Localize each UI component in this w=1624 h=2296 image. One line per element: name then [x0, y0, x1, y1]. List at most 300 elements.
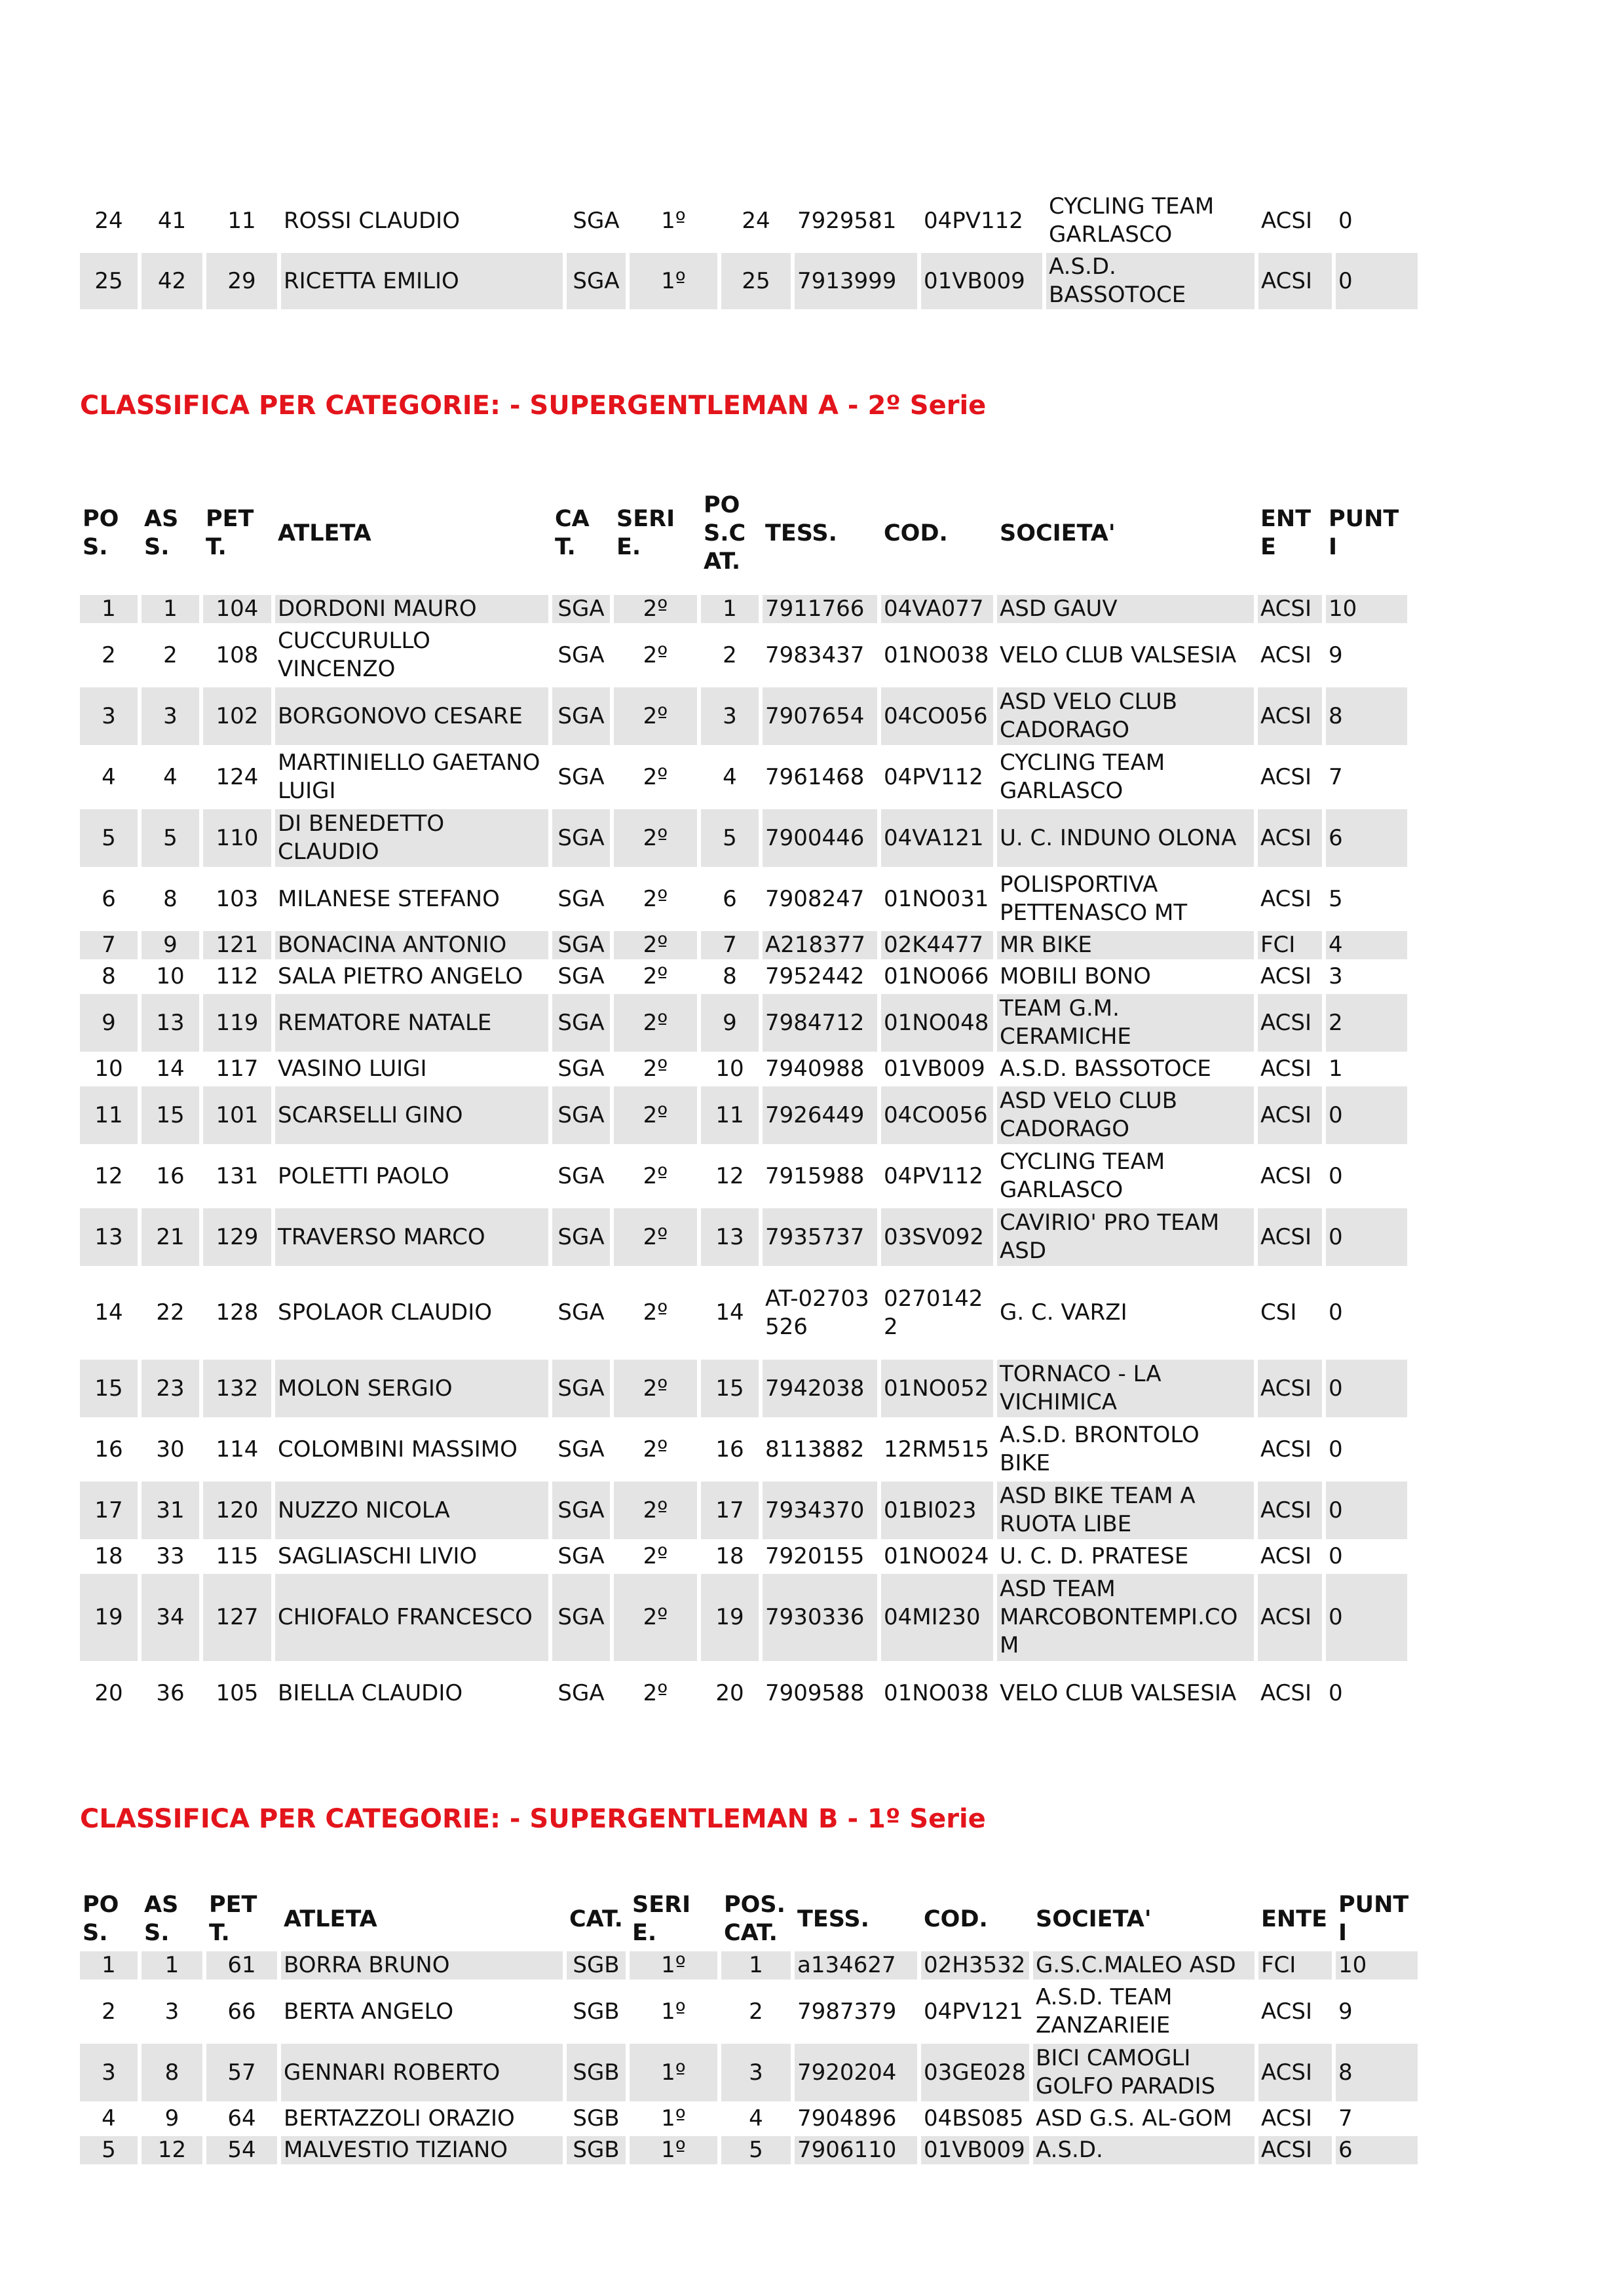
cell-ass: 9: [142, 931, 199, 959]
header-tess: TESS.: [765, 520, 837, 546]
cell-pos: 20: [94, 1679, 123, 1706]
cell-serie: 2º: [643, 885, 668, 912]
header-ente: ENTE: [1261, 1905, 1327, 1932]
header-societa: SOCIETA': [1000, 520, 1116, 546]
cell-societa: G. C. VARZI: [1000, 1299, 1127, 1326]
header-pos: POS.: [83, 1892, 119, 1946]
cell-ente: ACSI: [1258, 253, 1332, 309]
cell-pett: 120: [203, 1482, 271, 1539]
cell-tess: 7987379: [797, 1998, 897, 2025]
cell-ass: 8: [163, 885, 178, 912]
cell-pett: 112: [216, 963, 259, 989]
header-tess: TESS.: [797, 1905, 869, 1932]
cell-pos: 5: [80, 2136, 138, 2164]
cell-tess: 7913999: [795, 253, 917, 309]
cell-pett: 29: [206, 253, 277, 309]
cell-serie: 2º: [643, 1543, 668, 1569]
section-a-table-body: [80, 595, 1407, 1722]
cell-ente: ACSI: [1260, 1436, 1312, 1463]
cell-ass: 12: [142, 2136, 202, 2164]
cell-atleta: SAGLIASCHI LIVIO: [278, 1543, 478, 1569]
cell-pos-cat: 19: [701, 1574, 759, 1661]
cell-pos-cat: 1: [721, 1951, 791, 1980]
table-row: [80, 1360, 1407, 1417]
cell-ass: 14: [156, 1056, 185, 1082]
cell-pett: 117: [216, 1056, 259, 1082]
cell-cod: 01NO066: [884, 963, 989, 989]
cell-atleta: CUCCURULLO VINCENZO: [278, 628, 430, 682]
cell-pett: 104: [203, 595, 271, 623]
cell-pos-cat: 6: [723, 885, 737, 912]
cell-punti: 8: [1336, 2044, 1418, 2101]
cell-cat: SGA: [552, 1360, 610, 1417]
cell-ente: ACSI: [1260, 1056, 1312, 1082]
cell-atleta: MOLON SERGIO: [275, 1360, 548, 1417]
cell-ass: 3: [164, 1998, 179, 2025]
cell-pett: 132: [203, 1360, 271, 1417]
cell-atleta: BORRA BRUNO: [281, 1951, 563, 1980]
section-a-table: [76, 472, 1411, 1725]
cell-pos: 2: [102, 1998, 116, 2025]
cell-societa: A.S.D. BRONTOLO BIKE: [1000, 1422, 1199, 1476]
section-a-table-block: [80, 472, 1403, 1725]
cell-punti: 0: [1329, 1299, 1343, 1326]
cell-pos-cat: 3: [701, 687, 759, 745]
cell-serie: 2º: [643, 1056, 668, 1082]
cell-societa: ASD G.S. AL-GOM: [1036, 2105, 1232, 2132]
cell-pos-cat: 2: [723, 641, 737, 668]
cell-atleta: SALA PIETRO ANGELO: [278, 963, 523, 989]
cell-atleta: BORGONOVO CESARE: [275, 687, 548, 745]
cell-tess: 7904896: [797, 2105, 897, 2132]
table-row: [80, 963, 1407, 991]
cell-pos: 19: [80, 1574, 138, 1661]
cell-pett: 61: [206, 1951, 277, 1980]
cell-pos: 5: [80, 809, 138, 867]
cell-cat: SGB: [567, 2136, 626, 2164]
cell-serie: 2º: [614, 1360, 697, 1417]
cell-cat: SGA: [552, 809, 610, 867]
cell-tess: 8113882: [765, 1436, 865, 1463]
cell-cat: SGA: [557, 641, 605, 668]
cell-cod: 04PV112: [884, 763, 983, 790]
cell-pos: 13: [80, 1208, 138, 1266]
cell-serie: 2º: [643, 1162, 668, 1189]
cell-societa: U. C. D. PRATESE: [1000, 1543, 1189, 1569]
header-pett: PETT.: [206, 506, 254, 560]
cell-punti: 0: [1336, 253, 1418, 309]
cell-societa: TEAM G.M. CERAMICHE: [997, 994, 1254, 1052]
cell-pos-cat: 5: [721, 2136, 791, 2164]
cell-cat: SGA: [552, 1482, 610, 1539]
cell-serie: 2º: [643, 1299, 668, 1326]
cell-societa: A.S.D.: [1033, 2136, 1255, 2164]
table-row: [80, 595, 1407, 623]
cell-cod: 02701422: [884, 1285, 983, 1340]
cell-ente: ACSI: [1260, 1162, 1312, 1189]
cell-serie: 2º: [614, 1482, 697, 1539]
cell-punti: 9: [1329, 641, 1343, 668]
cell-ente: ACSI: [1261, 1998, 1313, 2025]
cell-serie: 2º: [614, 1208, 697, 1266]
table-row: [80, 1421, 1407, 1478]
cell-pos: 12: [94, 1162, 123, 1189]
cell-ass: 5: [142, 809, 199, 867]
cell-pos: 4: [102, 763, 116, 790]
cell-cat: SGA: [557, 763, 605, 790]
cell-tess: 7906110: [795, 2136, 917, 2164]
cell-ass: 21: [142, 1208, 199, 1266]
cell-pos-cat: 10: [715, 1056, 744, 1082]
cell-cod: 02K4477: [881, 931, 993, 959]
cell-tess: 7930336: [763, 1574, 877, 1661]
cell-cat: SGB: [567, 2044, 626, 2101]
cell-cat: SGA: [552, 994, 610, 1052]
cell-punti: 8: [1326, 687, 1407, 745]
cell-societa: VELO CLUB VALSESIA: [1000, 641, 1237, 668]
cell-societa: CAVIRIO' PRO TEAM ASD: [997, 1208, 1254, 1266]
table-row: [80, 687, 1407, 745]
cell-ente: ACSI: [1260, 1543, 1312, 1569]
cell-ass: 31: [142, 1482, 199, 1539]
section-b-header-row: [80, 1890, 1418, 1948]
cell-cat: SGA: [552, 687, 610, 745]
cell-tess: 7900446: [763, 809, 877, 867]
cell-punti: 10: [1336, 1951, 1418, 1980]
header-ass: ASS.: [144, 506, 179, 560]
cell-atleta: BIELLA CLAUDIO: [278, 1679, 463, 1706]
cell-punti: 0: [1326, 1574, 1407, 1661]
table-row: [80, 2105, 1418, 2133]
cell-ente: ACSI: [1260, 963, 1312, 989]
cell-cod: 04MI230: [881, 1574, 993, 1661]
table-row: [80, 2136, 1418, 2164]
cell-pos: 16: [94, 1436, 123, 1463]
cell-serie: 1º: [630, 2044, 717, 2101]
cell-pos: 24: [94, 207, 123, 234]
cell-serie: 2º: [614, 809, 697, 867]
cell-cod: 04PV112: [884, 1162, 983, 1189]
cell-cat: SGA: [557, 963, 605, 989]
cell-pett: 110: [203, 809, 271, 867]
table-row: [80, 1086, 1407, 1144]
table-row: [80, 1664, 1407, 1722]
cell-cat: SGA: [557, 1679, 605, 1706]
cell-cod: 04BS085: [924, 2105, 1024, 2132]
cell-pos: 17: [80, 1482, 138, 1539]
cell-ass: 41: [157, 207, 187, 234]
cell-ente: ACSI: [1258, 687, 1322, 745]
cell-societa: ASD GAUV: [997, 595, 1254, 623]
cell-serie: 1º: [661, 207, 686, 234]
cell-pos-cat: 15: [701, 1360, 759, 1417]
cell-ente: ACSI: [1258, 1360, 1322, 1417]
cell-cod: 04PV121: [924, 1998, 1023, 2025]
table-row: [80, 1482, 1407, 1539]
cell-ente: FCI: [1258, 1951, 1332, 1980]
cell-cod: 01VB009: [884, 1056, 985, 1082]
cell-punti: 1: [1329, 1056, 1343, 1082]
cell-tess: a134627: [795, 1951, 917, 1980]
cell-serie: 2º: [643, 963, 668, 989]
cell-societa: CYCLING TEAM GARLASCO: [1000, 1149, 1165, 1203]
cell-societa: U. C. INDUNO OLONA: [997, 809, 1254, 867]
table-row: [80, 931, 1407, 959]
cell-atleta: NUZZO NICOLA: [275, 1482, 548, 1539]
cell-ente: ACSI: [1260, 1679, 1312, 1706]
cell-atleta: SPOLAOR CLAUDIO: [278, 1299, 493, 1326]
cell-ass: 16: [156, 1162, 185, 1189]
cell-tess: 7909588: [765, 1679, 865, 1706]
cell-pett: 114: [216, 1436, 259, 1463]
cell-punti: 9: [1338, 1998, 1353, 2025]
section-b-title: CLASSIFICA PER CATEGORIE: - SUPERGENTLEMAN B - 1º Serie: [80, 1804, 986, 1834]
cell-societa: ASD VELO CLUB CADORAGO: [997, 1086, 1254, 1144]
cell-pett: 115: [216, 1543, 259, 1569]
header-ass: ASS.: [144, 1892, 179, 1946]
cell-punti: 7: [1329, 763, 1343, 790]
cell-ass: 1: [142, 595, 199, 623]
table-row: [80, 809, 1407, 867]
cell-cod: 01VB009: [921, 2136, 1029, 2164]
cell-pos: 11: [80, 1086, 138, 1144]
continuation-table-body: [80, 192, 1418, 309]
cell-ente: ACSI: [1260, 763, 1312, 790]
continuation-table-block: [80, 189, 1403, 313]
cell-serie: 2º: [614, 1086, 697, 1144]
cell-punti: 0: [1329, 1679, 1343, 1706]
cell-atleta: BERTAZZOLI ORAZIO: [284, 2105, 515, 2132]
header-cod: COD.: [884, 520, 948, 546]
cell-cat: SGA: [573, 207, 620, 234]
cell-ente: ACSI: [1258, 2136, 1332, 2164]
cell-cat: SGA: [552, 1208, 610, 1266]
cell-pett: 129: [203, 1208, 271, 1266]
cell-societa: G.S.C.MALEO ASD: [1033, 1951, 1255, 1980]
cell-cod: 01BI023: [881, 1482, 993, 1539]
cell-pos-cat: 11: [701, 1086, 759, 1144]
cell-serie: 2º: [643, 1679, 668, 1706]
cell-tess: 7934370: [763, 1482, 877, 1539]
cell-cod: 04CO056: [881, 1086, 993, 1144]
cell-pos: 14: [94, 1299, 123, 1326]
header-pett: PETT.: [209, 1892, 257, 1946]
cell-cod: 03SV092: [881, 1208, 993, 1266]
cell-societa: POLISPORTIVA PETTENASCO MT: [1000, 871, 1188, 926]
cell-ente: ACSI: [1260, 641, 1312, 668]
cell-cat: SGA: [552, 1574, 610, 1661]
cell-punti: 4: [1326, 931, 1407, 959]
cell-pos: 2: [102, 641, 116, 668]
cell-ass: 13: [142, 994, 199, 1052]
cell-pos-cat: 9: [701, 994, 759, 1052]
table-row: [80, 1951, 1418, 1980]
cell-atleta: RICETTA EMILIO: [281, 253, 563, 309]
cell-cod: 04VA121: [881, 809, 993, 867]
table-row: [80, 1574, 1407, 1661]
cell-punti: 0: [1329, 1436, 1343, 1463]
header-societa: SOCIETA': [1036, 1905, 1152, 1932]
table-row: [80, 253, 1418, 309]
cell-tess: 7920155: [765, 1543, 865, 1569]
cell-cod: 04CO056: [881, 687, 993, 745]
cell-serie: 1º: [630, 1951, 717, 1980]
cell-pos: 3: [80, 2044, 138, 2101]
cell-societa: A.S.D. BASSOTOCE: [1046, 253, 1255, 309]
cell-cat: SGA: [557, 1436, 605, 1463]
cell-ente: ACSI: [1258, 809, 1322, 867]
cell-serie: 2º: [614, 931, 697, 959]
cell-pos-cat: 1: [701, 595, 759, 623]
cell-tess: 7920204: [795, 2044, 917, 2101]
cell-pos-cat: 18: [715, 1543, 744, 1569]
cell-ente: ACSI: [1258, 1086, 1322, 1144]
cell-pos-cat: 8: [723, 963, 737, 989]
cell-cat: SGA: [552, 931, 610, 959]
cell-cod: 01NO031: [884, 885, 989, 912]
cell-pett: 11: [227, 207, 256, 234]
cell-pos-cat: 17: [701, 1482, 759, 1539]
section-b-table-block: [80, 1887, 1409, 2168]
section-b-table-body: [80, 1951, 1418, 2164]
header-serie: SERIE.: [616, 506, 675, 560]
cell-pos-cat: 13: [701, 1208, 759, 1266]
cell-ente: ACSI: [1258, 994, 1322, 1052]
cell-societa: TORNACO - LA VICHIMICA: [997, 1360, 1254, 1417]
cell-tess: AT-02703526: [765, 1285, 869, 1340]
table-row: [80, 192, 1418, 250]
section-a-title: CLASSIFICA PER CATEGORIE: - SUPERGENTLEMAN A - 2º Serie: [80, 391, 987, 421]
table-row: [80, 1208, 1407, 1266]
cell-pos-cat: 4: [749, 2105, 763, 2132]
cell-pett: 121: [203, 931, 271, 959]
cell-societa: VELO CLUB VALSESIA: [1000, 1679, 1237, 1706]
cell-societa: MR BIKE: [997, 931, 1254, 959]
table-row: [80, 626, 1407, 684]
cell-ente: ACSI: [1258, 595, 1322, 623]
cell-punti: 0: [1329, 1162, 1343, 1189]
cell-cod: 12RM515: [884, 1436, 990, 1463]
cell-punti: 5: [1329, 885, 1343, 912]
table-row: [80, 994, 1407, 1052]
cell-ass: 36: [156, 1679, 185, 1706]
cell-pos-cat: 4: [723, 763, 737, 790]
cell-pett: 124: [216, 763, 259, 790]
table-row: [80, 1269, 1407, 1356]
cell-cod: 01VB009: [921, 253, 1042, 309]
cell-societa: ASD TEAM MARCOBONTEMPI.COM: [997, 1574, 1254, 1661]
cell-cat: SGB: [567, 1951, 626, 1980]
cell-atleta: CHIOFALO FRANCESCO: [275, 1574, 548, 1661]
cell-cod: 01NO048: [881, 994, 993, 1052]
cell-pos: 6: [102, 885, 116, 912]
cell-pett: 131: [216, 1162, 259, 1189]
cell-serie: 2º: [614, 595, 697, 623]
cell-pos-cat: 25: [721, 253, 791, 309]
cell-serie: 2º: [614, 994, 697, 1052]
cell-tess: 7984712: [763, 994, 877, 1052]
cell-tess: 7942038: [763, 1360, 877, 1417]
cell-serie: 1º: [630, 2136, 717, 2164]
cell-pos: 7: [80, 931, 138, 959]
cell-ente: FCI: [1258, 931, 1322, 959]
table-row: [80, 1147, 1407, 1205]
table-row: [80, 1983, 1418, 2040]
cell-atleta: MALVESTIO TIZIANO: [281, 2136, 563, 2164]
cell-ente: ACSI: [1261, 207, 1313, 234]
header-pos: POS.: [83, 506, 119, 560]
header-atleta: ATLETA: [278, 520, 371, 546]
cell-pos-cat: 24: [742, 207, 770, 234]
cell-pett: 103: [216, 885, 259, 912]
cell-ass: 4: [163, 763, 178, 790]
cell-societa: ASD VELO CLUB CADORAGO: [997, 687, 1254, 745]
cell-atleta: COLOMBINI MASSIMO: [278, 1436, 518, 1463]
cell-cod: 04VA077: [881, 595, 993, 623]
cell-ass: 33: [156, 1543, 185, 1569]
cell-ass: 3: [142, 687, 199, 745]
cell-serie: 2º: [643, 641, 668, 668]
header-ente: ENTE: [1260, 506, 1312, 560]
cell-pos-cat: 3: [721, 2044, 791, 2101]
header-cat: CAT.: [555, 506, 590, 560]
cell-tess: 7940988: [765, 1056, 865, 1082]
cell-punti: 3: [1329, 963, 1343, 989]
cell-tess: A218377: [763, 931, 877, 959]
cell-tess: 7935737: [763, 1208, 877, 1266]
cell-atleta: DI BENEDETTO CLAUDIO: [275, 809, 548, 867]
cell-ass: 10: [156, 963, 185, 989]
cell-punti: 0: [1329, 1543, 1343, 1569]
cell-cat: SGA: [567, 253, 626, 309]
cell-cat: SGB: [573, 2105, 620, 2132]
cell-serie: 1º: [661, 1998, 686, 2025]
cell-pett: 54: [206, 2136, 277, 2164]
cell-cod: 04PV112: [924, 207, 1023, 234]
table-row: [80, 748, 1407, 806]
cell-tess: 7983437: [765, 641, 865, 668]
cell-cod: 01NO038: [884, 641, 989, 668]
cell-pos-cat: 2: [749, 1998, 763, 2025]
cell-serie: 2º: [643, 763, 668, 790]
cell-pos: 15: [80, 1360, 138, 1417]
cell-ass: 23: [142, 1360, 199, 1417]
cell-cat: SGA: [552, 1086, 610, 1144]
cell-atleta: REMATORE NATALE: [275, 994, 548, 1052]
cell-punti: 6: [1336, 2136, 1418, 2164]
cell-pett: 105: [216, 1679, 259, 1706]
table-row: [80, 2044, 1418, 2101]
table-row: [80, 1055, 1407, 1083]
cell-ente: ACSI: [1258, 2044, 1332, 2101]
cell-societa: CYCLING TEAM GARLASCO: [1049, 193, 1215, 248]
cell-pos-cat: 14: [715, 1299, 744, 1326]
cell-pos: 18: [94, 1543, 123, 1569]
header-punti: PUNTI: [1338, 1892, 1409, 1946]
cell-punti: 2: [1326, 994, 1407, 1052]
cell-punti: 0: [1326, 1086, 1407, 1144]
cell-societa: ASD BIKE TEAM A RUOTA LIBE: [997, 1482, 1254, 1539]
cell-pos: 1: [80, 595, 138, 623]
cell-cod: 02H3532: [921, 1951, 1029, 1980]
cell-tess: 7908247: [765, 885, 865, 912]
cell-atleta: BONACINA ANTONIO: [275, 931, 548, 959]
header-pos-cat: POS.CAT.: [704, 491, 746, 575]
cell-pos-cat: 16: [715, 1436, 744, 1463]
cell-cat: SGA: [557, 1543, 605, 1569]
cell-cod: 01NO038: [884, 1679, 989, 1706]
header-punti: PUNTI: [1329, 506, 1399, 560]
